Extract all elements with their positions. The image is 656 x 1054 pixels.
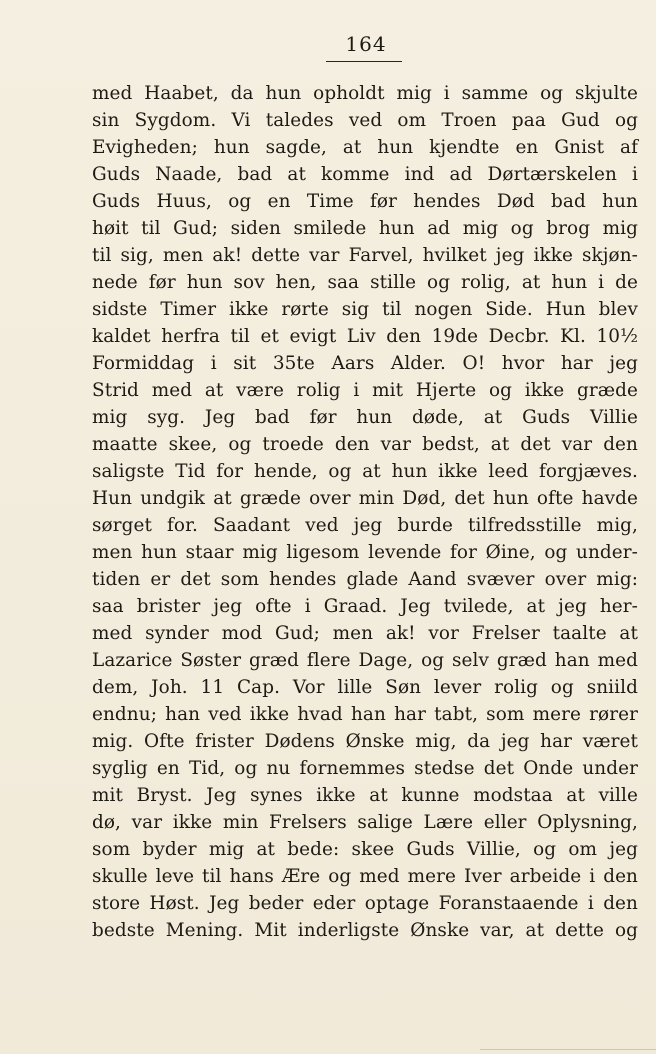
text-line: endnu; han ved ikke hvad han har tabt, som mere rører	[92, 704, 638, 725]
body-text	[92, 80, 638, 944]
text-line: med synder mod Gud; men ak! vor Frelser taalte at	[92, 623, 638, 644]
text-line: mig syg. Jeg bad før hun døde, at Guds Villie	[92, 407, 638, 428]
text-line: mit Bryst. Jeg synes ikke at kunne modstaa at ville	[92, 785, 638, 806]
text-line: nede før hun sov hen, saa stille og rolig, at hun i de	[92, 272, 638, 293]
text-line: Hun undgik at græde over min Død, det hun ofte havde	[92, 488, 638, 509]
page-number: 164	[345, 32, 387, 56]
text-line: høit til Gud; siden smilede hun ad mig og brog mig	[92, 218, 638, 239]
text-line: dem, Joh. 11 Cap. Vor lille Søn lever rolig og sniild	[92, 677, 638, 698]
text-line: sin Sygdom. Vi taledes ved om Troen paa Gud og	[92, 110, 638, 131]
text-line: syglig en Tid, og nu fornemmes stedse det Onde under	[92, 758, 638, 779]
page-edge	[480, 1049, 656, 1050]
text-line: sørget for. Saadant ved jeg burde tilfredsstille mig,	[92, 515, 638, 536]
text-line: sidste Timer ikke rørte sig til nogen Side. Hun blev	[92, 299, 638, 320]
text-line: maatte skee, og troede den var bedst, at det var den	[92, 434, 638, 455]
text-line: tiden er det som hendes glade Aand svæver over mig:	[92, 569, 638, 590]
text-line: kaldet herfra til et evigt Liv den 19de Decbr. Kl. 10½	[92, 326, 638, 347]
text-line: saligste Tid for hende, og at hun ikke leed forgjæves.	[92, 461, 638, 482]
text-line: Guds Huus, og en Time før hendes Død bad hun	[92, 191, 638, 212]
text-line: Formiddag i sit 35te Aars Alder. O! hvor har jeg	[92, 353, 638, 374]
text-line: dø, var ikke min Frelsers salige Lære eller Oplysning,	[92, 812, 638, 833]
text-line: som byder mig at bede: skee Guds Villie, og om jeg	[92, 839, 638, 860]
page-number-rule	[326, 61, 402, 62]
text-line: Lazarice Søster græd flere Dage, og selv græd han med	[92, 650, 638, 671]
text-line: Evigheden; hun sagde, at hun kjendte en Gnist af	[92, 137, 638, 158]
text-line: med Haabet, da hun opholdt mig i samme og skjulte	[92, 83, 638, 104]
text-line: saa brister jeg ofte i Graad. Jeg tvilede, at jeg her-	[92, 596, 638, 617]
text-line: bedste Mening. Mit inderligste Ønske var, at dette og	[92, 920, 638, 941]
text-line: til sig, men ak! dette var Farvel, hvilket jeg ikke skjøn-	[92, 245, 638, 266]
text-line: skulle leve til hans Ære og med mere Iver arbeide i den	[92, 866, 638, 887]
text-line: men hun staar mig ligesom levende for Øine, og under-	[92, 542, 638, 563]
text-line: Guds Naade, bad at komme ind ad Dørtærskelen i	[92, 164, 638, 185]
text-line: mig. Ofte frister Dødens Ønske mig, da jeg har været	[92, 731, 638, 752]
text-line: Strid med at være rolig i mit Hjerte og ikke græde	[92, 380, 638, 401]
text-line: store Høst. Jeg beder eder optage Foranstaaende i den	[92, 893, 638, 914]
